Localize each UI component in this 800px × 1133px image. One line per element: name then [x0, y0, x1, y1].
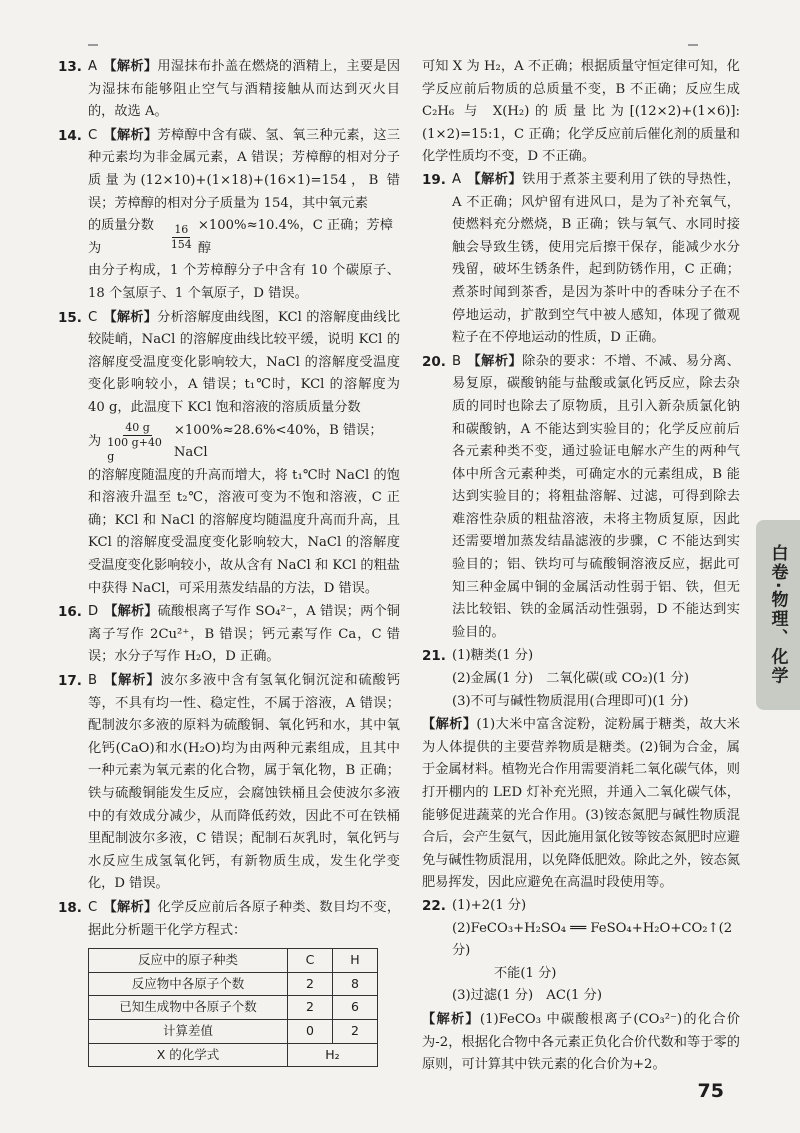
question-text	[88, 125, 400, 215]
question-21-analysis	[422, 714, 740, 895]
analysis-text: 除杂的要求：不增、不减、易分离、易复原，碳酸钠能与盐酸或氯化钙反应，除去杂质的同时也除去了原物质，且引入新杂质氯化钠和碳酸钠，A 不能达到实验目的；化学反应前后各元素种类不变，通过验证电解水产生的两种气体中所含元素种类，可确定水的元素组成，B 能达到实验目的；将粗盐溶解、过滤，可得到除去难溶性杂质的粗盐溶液，未将主物质复原，因此还需要增加蒸发结晶滤液的步骤，C 不能达到实验目的；铝、铁均可与硫酸铜溶液反应，据此可知三种金属中铜的金属活动性弱于铝、铁，但无法比较铝、铁的金属活动性强弱，D 不能达到实验目的。	[452, 353, 740, 640]
fraction	[169, 223, 194, 252]
question-16	[58, 601, 400, 669]
question-number: 14.	[58, 127, 82, 144]
question-number: 21.	[422, 648, 446, 665]
side-tab-label: 白卷·物理、化学	[767, 544, 788, 686]
subject-side-tab	[756, 520, 800, 710]
answer-letter: B	[88, 673, 98, 689]
question-text	[452, 169, 740, 350]
question-number: 18.	[58, 899, 82, 916]
formula-suffix: ×100%≈10.4%，C 正确；芳樟醇	[197, 218, 393, 256]
analysis-text-continued: 由分子构成，1 个芳樟醇分子中含有 10 个碳原子、18 个氢原子、1 个氧原子，D 错误。	[88, 263, 400, 301]
analysis-text: 芳樟醇中含有碳、氢、氧三种元素，这三种元素均为非金属元素，A 错误；芳樟醇的相对分子质量为(12×10)+(1×18)+(16×1)=154，B 错误；芳樟醇的相对分子质量为 154，其中氧元素	[88, 127, 401, 211]
table-row	[89, 1019, 378, 1043]
analysis-tag: 【解析】	[467, 353, 523, 369]
answer-letter: B	[452, 353, 462, 369]
sub-answer: (1)糖类(1 分)	[452, 648, 534, 664]
sub-answer: (3)不可与碱性物质混用(合理即可)(1 分)	[452, 693, 689, 709]
analysis-text: 化学反应前后各原子种类、数目均不变，据此分析题干化学方程式：	[88, 899, 401, 938]
fraction-numerator: 16	[174, 223, 189, 237]
question-18-continued: 可知 X 为 H₂，A 不正确；根据质量守恒定律可知，化学反应前后物质的总质量不变，B 不正确；反应生成 C₂H₆ 与 X(H₂)的质量比为[(12×2)+(1×6)]:(1×2)=15:1，C 正确；化学反应前后催化剂的质量和化学性质均不变，D 不正确。	[422, 59, 740, 165]
table-cell: H	[333, 949, 378, 973]
analysis-tag: 【解析】	[104, 604, 158, 620]
table-cell: 6	[333, 996, 378, 1020]
table-row	[89, 1043, 378, 1067]
answer-letter: A	[88, 59, 98, 74]
left-column	[58, 56, 400, 1068]
question-22-analysis	[422, 1009, 740, 1077]
atom-count-table	[88, 948, 378, 1067]
formula-prefix: 的质量分数为	[88, 218, 154, 256]
table-row	[89, 996, 378, 1020]
sub-answer: (3)过滤(1 分) AC(1 分)	[452, 988, 602, 1004]
fraction	[105, 421, 170, 464]
table-cell: 反应物中各原子个数	[89, 972, 288, 996]
analysis-text: (1)FeCO₃ 中碳酸根离子(CO₃²⁻)的化合价为-2，根据化合物中各元素正负化合价代数和等于零的原则，可计算其中铁元素的化合价为+2。	[422, 1011, 740, 1073]
formula-line	[88, 420, 400, 465]
analysis-tag: 【解析】	[103, 59, 158, 74]
table-row	[89, 949, 378, 973]
question-text	[88, 56, 400, 124]
question-text	[452, 351, 740, 645]
sub-answer: (2)金属(1 分) 二氧化碳(或 CO₂)(1 分)	[452, 671, 689, 687]
question-18	[58, 897, 400, 1067]
analysis-tag: 【解析】	[103, 309, 158, 325]
question-number: 20.	[422, 353, 446, 370]
question-number: 17.	[58, 673, 82, 690]
analysis-text: 铁用于煮茶主要利用了铁的导热性，A 不正确；风炉留有进风口，是为了补充氧气，使燃料充分燃烧，B 正确；铁与氧气、水同时接触会导致生锈，使用完后擦干保存，能减少水分残留，破坏生锈条件，起到防锈作用，C 正确；煮茶时闻到茶香，是因为茶叶中的香味分子在不停地运动，扩散到空气中被人感知，体现了微观粒子在不停地运动的性质，D 正确。	[452, 171, 741, 346]
answer-letter: D	[88, 604, 99, 620]
scan-mark	[88, 44, 98, 46]
answer-letter: C	[88, 127, 98, 143]
question-number: 16.	[58, 604, 82, 621]
analysis-tag: 【解析】	[103, 899, 158, 915]
analysis-tag: 【解析】	[103, 127, 158, 143]
question-21	[422, 645, 740, 713]
question-22	[422, 895, 740, 1008]
question-14	[58, 125, 400, 306]
answer-letter: A	[452, 171, 462, 187]
table-cell: 计算差值	[89, 1019, 288, 1043]
question-number: 15.	[58, 309, 82, 326]
table-cell: 2	[288, 996, 333, 1020]
analysis-tag: 【解析】	[103, 673, 161, 689]
fraction-numerator: 40 g	[125, 420, 150, 434]
question-text	[88, 307, 400, 420]
sub-answer: (1)+2(1 分)	[452, 897, 527, 913]
table-cell: 2	[288, 972, 333, 996]
question-19	[422, 169, 740, 350]
formula-prefix: 为	[88, 433, 102, 449]
question-text	[88, 601, 400, 669]
analysis-text-continued: 的溶解度随温度的升高而增大，将 t₁℃时 NaCl 的饱和溶液升温至 t₂℃，溶液可变为不饱和溶液，C 正确；KCl 和 NaCl 的溶解度均随温度升高而升高，且 KCl 的溶解度受温度变化影响较大，NaCl 的溶解度受温度变化影响较小，故从含有 NaCl 和 KCl 的粗盐中获得 NaCl，可采用蒸发结晶的方法，D 错误。	[88, 467, 400, 596]
sub-answer: (2)FeCO₃+H₂SO₄ ══ FeSO₄+H₂O+CO₂↑(2 分)	[452, 920, 733, 959]
analysis-tag: 【解析】	[422, 1011, 480, 1027]
table-cell: 8	[333, 972, 378, 996]
table-cell: 2	[333, 1019, 378, 1043]
formula-suffix: ×100%≈28.6%<40%，B 错误；NaCl	[173, 422, 383, 461]
question-text	[88, 897, 400, 942]
analysis-text: 硫酸根离子写作 SO₄²⁻，A 错误；两个铜离子写作 2Cu²⁺，B 错误；钙元素写作 Ca，C 错误；水分子写作 H₂O，D 正确。	[88, 604, 400, 665]
fraction-denominator: 100 g+40 g	[107, 435, 162, 463]
analysis-text: 波尔多液中含有氢氧化铜沉淀和硫酸钙等，不具有均一性、稳定性，不属于溶液，A 错误；配制波尔多液的原料为硫酸铜、氧化钙和水，其中氧化钙(CaO)和水(H₂O)均为由两种元素组成，且其中一种元素为氧元素的化合物，属于氧化物，B 正确；铁与硫酸铜能发生反应，会腐蚀铁桶且会使波尔多液中的有效成分减少，从而降低药效，因此不可在铁桶里配制波尔多液，C 错误；配制石灰乳时，氧化钙与水反应生成氢氧化钙，有新物质生成，发生化学变化，D 错误。	[88, 673, 401, 892]
answer-letter: C	[88, 899, 98, 915]
scan-mark	[688, 44, 698, 46]
table-cell: X 的化学式	[89, 1043, 288, 1067]
table-cell: H₂	[288, 1043, 378, 1067]
analysis-text: 用湿抹布扑盖在燃烧的酒精上，主要是因为湿抹布能够阻止空气与酒精接触从而达到灭火目的，故选 A。	[88, 59, 401, 120]
question-13	[58, 56, 400, 124]
question-20	[422, 351, 740, 645]
sub-answer: 不能(1 分)	[494, 965, 557, 981]
analysis-tag: 【解析】	[422, 717, 477, 733]
table-cell: 已知生成物中各原子个数	[89, 996, 288, 1020]
analysis-text: 分析溶解度曲线图，KCl 的溶解度曲线比较陡峭，NaCl 的溶解度曲线比较平缓，说明 KCl 的溶解度受温度变化影响较大，NaCl 的溶解度受温度变化影响较小，A 错误；t₁℃时，KCl 的溶解度为 40 g，此温度下 KCl 饱和溶液的溶质质量分数	[88, 309, 401, 415]
question-text	[88, 670, 400, 896]
question-number: 22.	[422, 897, 446, 914]
answer-letter: C	[88, 309, 98, 325]
question-number: 13.	[58, 59, 82, 75]
table-row	[89, 972, 378, 996]
formula-line	[88, 215, 400, 260]
table-cell: C	[288, 949, 333, 973]
question-17	[58, 670, 400, 896]
table-cell: 0	[288, 1019, 333, 1043]
right-column	[422, 56, 740, 1077]
analysis-text: (1)大米中富含淀粉，淀粉属于糖类，故大米为人体提供的主要营养物质是糖类。(2)铜为合金，属于金属材料。植物光合作用需要消耗二氧化碳气体，则打开棚内的 LED 灯补充光照，并通入二氧化碳气体，能够促进蔬菜的光合作用。(3)铵态氮肥与碱性物质混合后，会产生氨气，因此施用氯化铵等铵态氮肥时应避免与碱性物质混用，以免降低肥效。除此之外，铵态氮肥易挥发，因此应避免在高温时段使用等。	[422, 717, 740, 891]
page-number: 75	[697, 1080, 724, 1102]
table-cell: 反应中的原子种类	[89, 949, 288, 973]
analysis-tag: 【解析】	[467, 171, 523, 187]
question-number: 19.	[422, 171, 446, 188]
question-15	[58, 307, 400, 601]
fraction-denominator: 154	[170, 238, 192, 252]
